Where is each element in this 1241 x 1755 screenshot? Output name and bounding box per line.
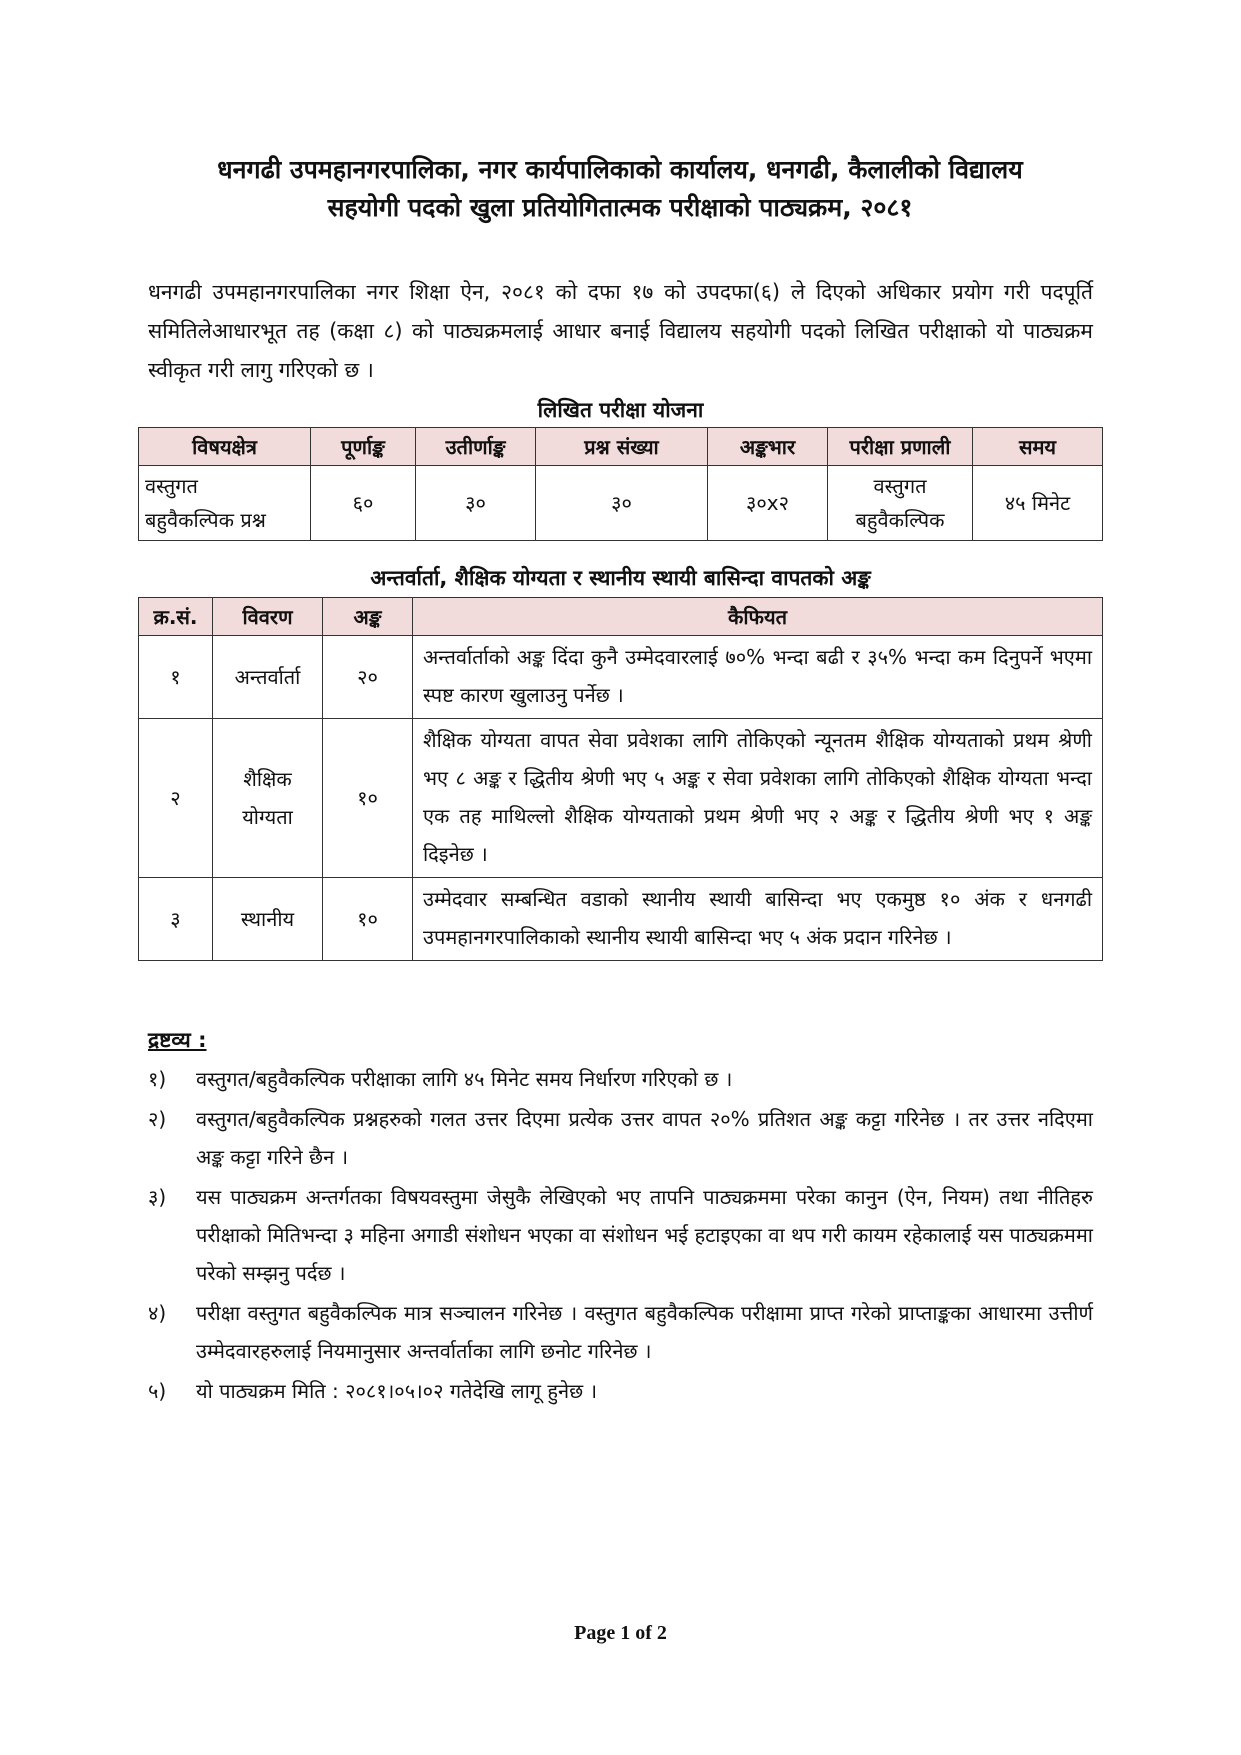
list-item — [148, 1372, 1093, 1410]
exam-plan-table — [138, 427, 1103, 541]
table-header-row — [139, 428, 1103, 466]
marks-cell: २० — [323, 636, 413, 719]
table-header-row — [139, 598, 1103, 636]
column-header: समय — [973, 428, 1103, 466]
list-item — [148, 1100, 1093, 1176]
subject-line-2: बहुवैकल्पिक प्रश्न — [145, 508, 266, 532]
column-header: परीक्षा प्रणाली — [828, 428, 973, 466]
pass-marks-cell: ३० — [416, 466, 536, 541]
note-number: ४) — [148, 1301, 167, 1325]
document-title-line-2: सहयोगी पदको खुला प्रतियोगितात्मक परीक्षाको पाठ्यक्रम, २०८१ — [327, 193, 913, 222]
remarks-cell: शैक्षिक योग्यता वापत सेवा प्रवेशका लागि तोकिएको न्यूनतम शैक्षिक योग्यताको प्रथम श्रेणी भए ८ अङ्क र द्धितीय श्रेणी भए ५ अङ्क र सेवा प्रवेशका लागि तोकिएको शैक्षिक योग्यता भन्दा एक तह माथिल्लो शैक्षिक योग्यताको प्रथम श्रेणी भए २ अङ्क र द्धितीय श्रेणी भए १ अङ्क दिइनेछ । — [413, 719, 1103, 878]
exam-system-line-2: बहुवैकल्पिक — [855, 508, 945, 532]
remarks-cell: अन्तर्वार्ताको अङ्क दिंदा कुनै उम्मेदवारलाई ७०% भन्दा बढी र ३५% भन्दा कम दिनुपर्ने भएमा स्पष्ट कारण खुलाउनु पर्नेछ । — [413, 636, 1103, 719]
column-header: क्र.सं. — [139, 598, 213, 636]
note-number: २) — [148, 1107, 167, 1131]
note-text: वस्तुगत/बहुवैकल्पिक प्रश्नहरुको गलत उत्तर दिएमा प्रत्येक उत्तर वापत २०% प्रतिशत अङ्क कट्टा गरिनेछ । तर उत्तर नदिएमा अङ्क कट्टा गरिने छैन । — [196, 1107, 1093, 1169]
note-number: ३) — [148, 1185, 167, 1209]
list-item — [148, 1060, 1093, 1098]
marks-table — [138, 597, 1103, 961]
list-item — [148, 1178, 1093, 1292]
description-line-1: शैक्षिक — [243, 767, 292, 791]
column-header: कैफियत — [413, 598, 1103, 636]
page-number: Page 1 of 2 — [574, 1622, 667, 1644]
column-header: अङ्क — [323, 598, 413, 636]
remarks-cell: उम्मेदवार सम्बन्धित वडाको स्थानीय स्थायी बासिन्दा भए एकमुष्ठ १० अंक र धनगढी उपमहानगरपालिकाको स्थानीय स्थायी बासिन्दा भए ५ अंक प्रदान गरिनेछ । — [413, 878, 1103, 961]
table-row — [139, 878, 1103, 961]
notes-heading: द्रष्टव्य : — [148, 1028, 207, 1052]
description-cell: स्थानीय — [213, 878, 323, 961]
marks-cell: १० — [323, 719, 413, 878]
serial-cell: १ — [139, 636, 213, 719]
note-text: वस्तुगत/बहुवैकल्पिक परीक्षाका लागि ४५ मिनेट समय निर्धारण गरिएको छ । — [196, 1067, 733, 1091]
subject-line-1: वस्तुगत — [145, 474, 198, 498]
notes-list — [148, 1060, 1093, 1412]
exam-system-line-1: वस्तुगत — [873, 474, 927, 498]
note-text: यस पाठ्यक्रम अन्तर्गतका विषयवस्तुमा जेसुकै लेखिएको भए तापनि पाठ्यक्रममा परेका कानुन (ऐन, नियम) तथा नीतिहरु परीक्षाको मितिभन्दा ३ महिना अगाडी संशोधन भएका वा संशोधन भई हटाइएका वा थप गरी कायम रहेकालाई यस पाठ्यक्रममा परेको सम्झनु पर्दछ । — [196, 1185, 1093, 1285]
serial-cell: २ — [139, 719, 213, 878]
description-cell — [213, 719, 323, 878]
table-row — [139, 719, 1103, 878]
note-number: १) — [148, 1067, 167, 1091]
note-text: परीक्षा वस्तुगत बहुवैकल्पिक मात्र सञ्चालन गरिनेछ । वस्तुगत बहुवैकल्पिक परीक्षामा प्राप्त गरेको प्राप्ताङ्कका आधारमा उत्तीर्ण उम्मेदवारहरुलाई नियमानुसार अन्तर्वार्ताका लागि छनोट गरिनेछ । — [196, 1301, 1093, 1363]
marks-cell: १० — [323, 878, 413, 961]
column-header: अङ्कभार — [708, 428, 828, 466]
table-row — [139, 636, 1103, 719]
weight-cell: ३०x२ — [708, 466, 828, 541]
description-cell: अन्तर्वार्ता — [213, 636, 323, 719]
description-line-2: योग्यता — [242, 805, 293, 829]
note-text: यो पाठ्यक्रम मिति : २०८१।०५।०२ गतेदेखि लागू हुनेछ । — [196, 1379, 598, 1403]
document-title-line-1: धनगढी उपमहानगरपालिका, नगर कार्यपालिकाको कार्यालय, धनगढी, कैलालीको विद्यालय — [217, 155, 1023, 184]
column-header: विषयक्षेत्र — [139, 428, 311, 466]
table-row — [139, 466, 1103, 541]
full-marks-cell: ६० — [311, 466, 416, 541]
serial-cell: ३ — [139, 878, 213, 961]
note-number: ५) — [148, 1379, 167, 1403]
subject-cell — [139, 466, 311, 541]
list-item — [148, 1294, 1093, 1370]
time-cell: ४५ मिनेट — [973, 466, 1103, 541]
column-header: उतीर्णाङ्क — [416, 428, 536, 466]
marks-table-heading: अन्तर्वार्ता, शैक्षिक योग्यता र स्थानीय स्थायी बासिन्दा वापतको अङ्क — [370, 566, 871, 590]
column-header: प्रश्न संख्या — [536, 428, 708, 466]
question-count-cell: ३० — [536, 466, 708, 541]
exam-plan-heading: लिखित परीक्षा योजना — [537, 398, 704, 422]
exam-system-cell — [828, 466, 973, 541]
column-header: विवरण — [213, 598, 323, 636]
column-header: पूर्णाङ्क — [311, 428, 416, 466]
intro-paragraph: धनगढी उपमहानगरपालिका नगर शिक्षा ऐन, २०८१ को दफा १७ को उपदफा(६) ले दिएको अधिकार प्रयोग गरी पदपूर्ति समितिलेआधारभूत तह (कक्षा ८) को पाठ्यक्रमलाई आधार बनाई विद्यालय सहयोगी पदको लिखित परीक्षाको यो पाठ्यक्रम स्वीकृत गरी लागु गरिएको छ । — [148, 280, 1093, 382]
